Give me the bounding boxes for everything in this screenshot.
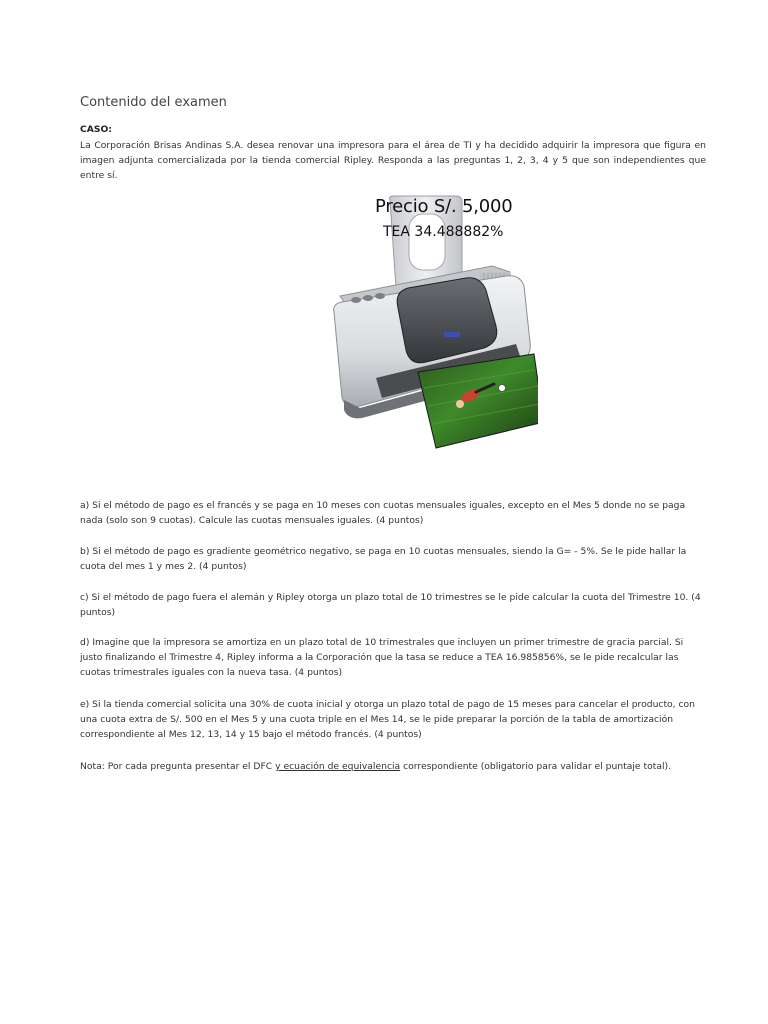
question-c: c) Si el método de pago fuera el alemán y Ripley otorga un plazo total de 10 trimestres se le pide calcular la cuota del Trimestre 10. (4 puntos) [80, 592, 701, 618]
question-e: e) Si la tienda comercial solicita una 30% de cuota inicial y otorga un plazo total de pago de 15 meses para cancelar el producto, con una cuota extra de S/. 500 en el Mes 5 y una cuota triple en el Mes 14, se le pide preparar la porción de la tabla de amortización correspondiente al Mes 12, 13, 14 y 15 bajo el método francés. (4 puntos) [80, 699, 696, 740]
note-prefix: Nota: Por cada pregunta presentar el DFC [80, 761, 276, 772]
case-label: CASO: [80, 124, 112, 135]
question-b: b) Si el método de pago es gradiente geométrico negativo, se paga en 10 cuotas mensuales, siendo la G= - 5%. Se le pide hallar la cuota del mes 1 y mes 2. (4 puntos) [80, 546, 687, 572]
question-a: a) Si el método de pago es el francés y se paga en 10 meses con cuotas mensuales iguales, excepto en el Mes 5 donde no se paga nada (solo son 9 cuotas). Calcule las cuotas mensuales iguales. (4 puntos) [80, 500, 686, 526]
price-label: Precio S/. 5,000 [375, 196, 513, 217]
question-d: d) Imagine que la impresora se amortiza en un plazo total de 10 trimestrales que incluyen un primer trimestre de gracia parcial. Si justo finalizando el Trimestre 4, Ripley informa a la Corporación que la tasa se reduce a TEA 16.985856%, se le pide recalcular las cuotas trimestrales iguales con la nueva tasa. (4 puntos) [80, 637, 684, 678]
rate-label: TEA 34.488882% [383, 224, 504, 240]
note-suffix: correspondiente (obligatorio para validar el puntaje total). [400, 761, 672, 772]
case-description: La Corporación Brisas Andinas S.A. desea renovar una impresora para el área de TI y ha decidido adquirir la impresora que figura en imagen adjunta comercializada por la tienda comercial Ripley. Responda a las preguntas 1, 2, 3, 4 y 5 que son independientes que entre sí. [80, 140, 706, 181]
printer-figure [248, 192, 538, 454]
note [80, 759, 706, 774]
note-underlined: y ecuación de equivalencia [275, 761, 401, 772]
page-title: Contenido del examen [80, 95, 227, 110]
